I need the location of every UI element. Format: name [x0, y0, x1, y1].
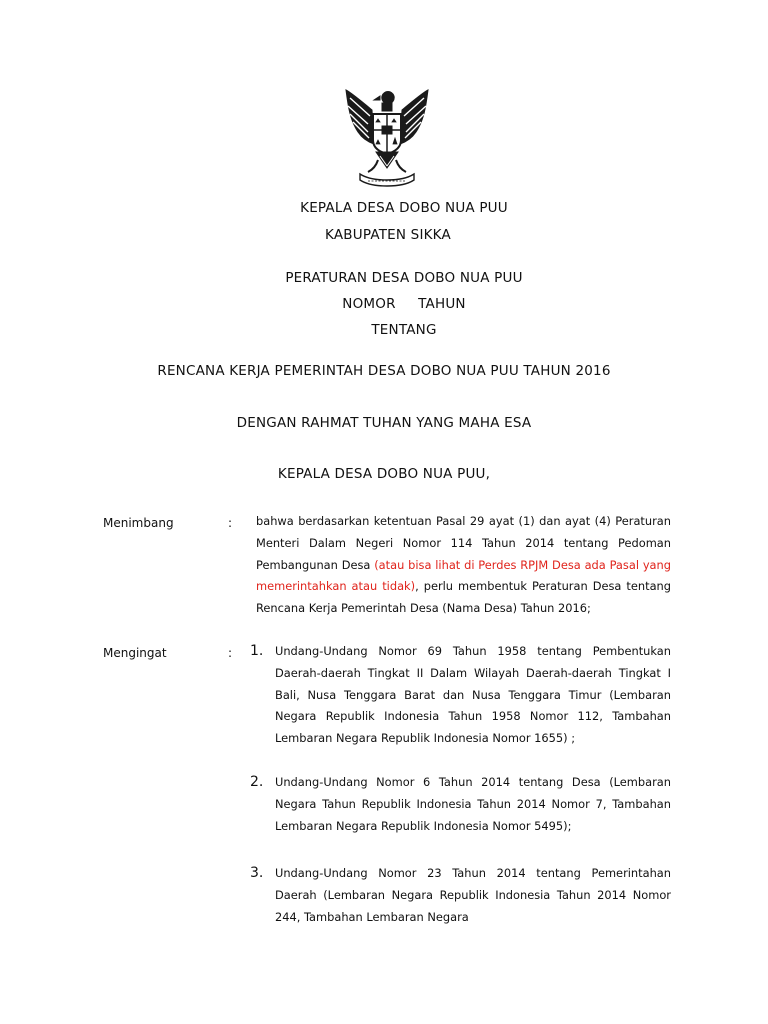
- mengingat-label: Mengingat: [103, 646, 167, 660]
- menimbang-text: [256, 511, 671, 620]
- regulation-title: PERATURAN DESA DOBO NUA PUU: [285, 270, 523, 286]
- list-item-number: 3.: [250, 865, 264, 881]
- official-line: KEPALA DESA DOBO NUA PUU,: [277, 466, 491, 482]
- regulation-about: TENTANG: [371, 322, 437, 338]
- menimbang-label: Menimbang: [103, 516, 174, 530]
- list-item-number: 2.: [250, 774, 264, 790]
- regulation-subject: RENCANA KERJA PEMERINTAH DESA DOBO NUA PUU TAHUN 2016: [157, 363, 611, 379]
- list-item-text: Undang-Undang Nomor 23 Tahun 2014 tentang Pemerintahan Daerah (Lembaran Negara Republik Indonesia Tahun 2014 Nomor 244, Tambahan Lembaran Negara: [275, 866, 671, 924]
- regulation-number: NOMOR TAHUN: [342, 296, 466, 312]
- menimbang-text-main: bahwa berdasarkan ketentuan Pasal 29 ayat (1) dan ayat (4) Peraturan Menteri Dalam Negeri Nomor 114 Tahun 2014 tentang Pedoman Pembangunan Desa: [256, 514, 671, 572]
- menimbang-colon: :: [228, 516, 233, 530]
- list-item-text: Undang-Undang Nomor 69 Tahun 1958 tentang Pembentukan Daerah-daerah Tingkat II Dalam Wilayah Daerah-daerah Tingkat I Bali, Nusa Tenggara Barat dan Nusa Tenggara Timur (Lembaran Negara Republik Indonesia Tahun 1958 Nomor 112, Tambahan Lembaran Negara Republik Indonesia Nomor 1655) ;: [275, 644, 671, 746]
- list-item-text: Undang-Undang Nomor 6 Tahun 2014 tentang Desa (Lembaran Negara Tahun Republik Indonesia Tahun 2014 Nomor 7, Tambahan Lembaran Negara Republik Indonesia Nomor 5495);: [275, 775, 671, 833]
- menimbang-text-end: , perlu membentuk Peraturan Desa tentang Rencana Kerja Pemerintah Desa (Nama Desa) Tahun 2016;: [256, 579, 671, 616]
- blessing-line: DENGAN RAHMAT TUHAN YANG MAHA ESA: [236, 415, 532, 431]
- header-village-head: KEPALA DESA DOBO NUA PUU: [300, 200, 508, 216]
- header-regency: KABUPATEN SIKKA: [325, 227, 451, 243]
- garuda-emblem-icon: [342, 86, 432, 190]
- mengingat-colon: :: [228, 646, 233, 660]
- list-item-number: 1.: [250, 643, 264, 659]
- menimbang-note-red: (atau bisa lihat di Perdes RPJM Desa ada Pasal yang memerintahkan atau tidak): [256, 557, 671, 594]
